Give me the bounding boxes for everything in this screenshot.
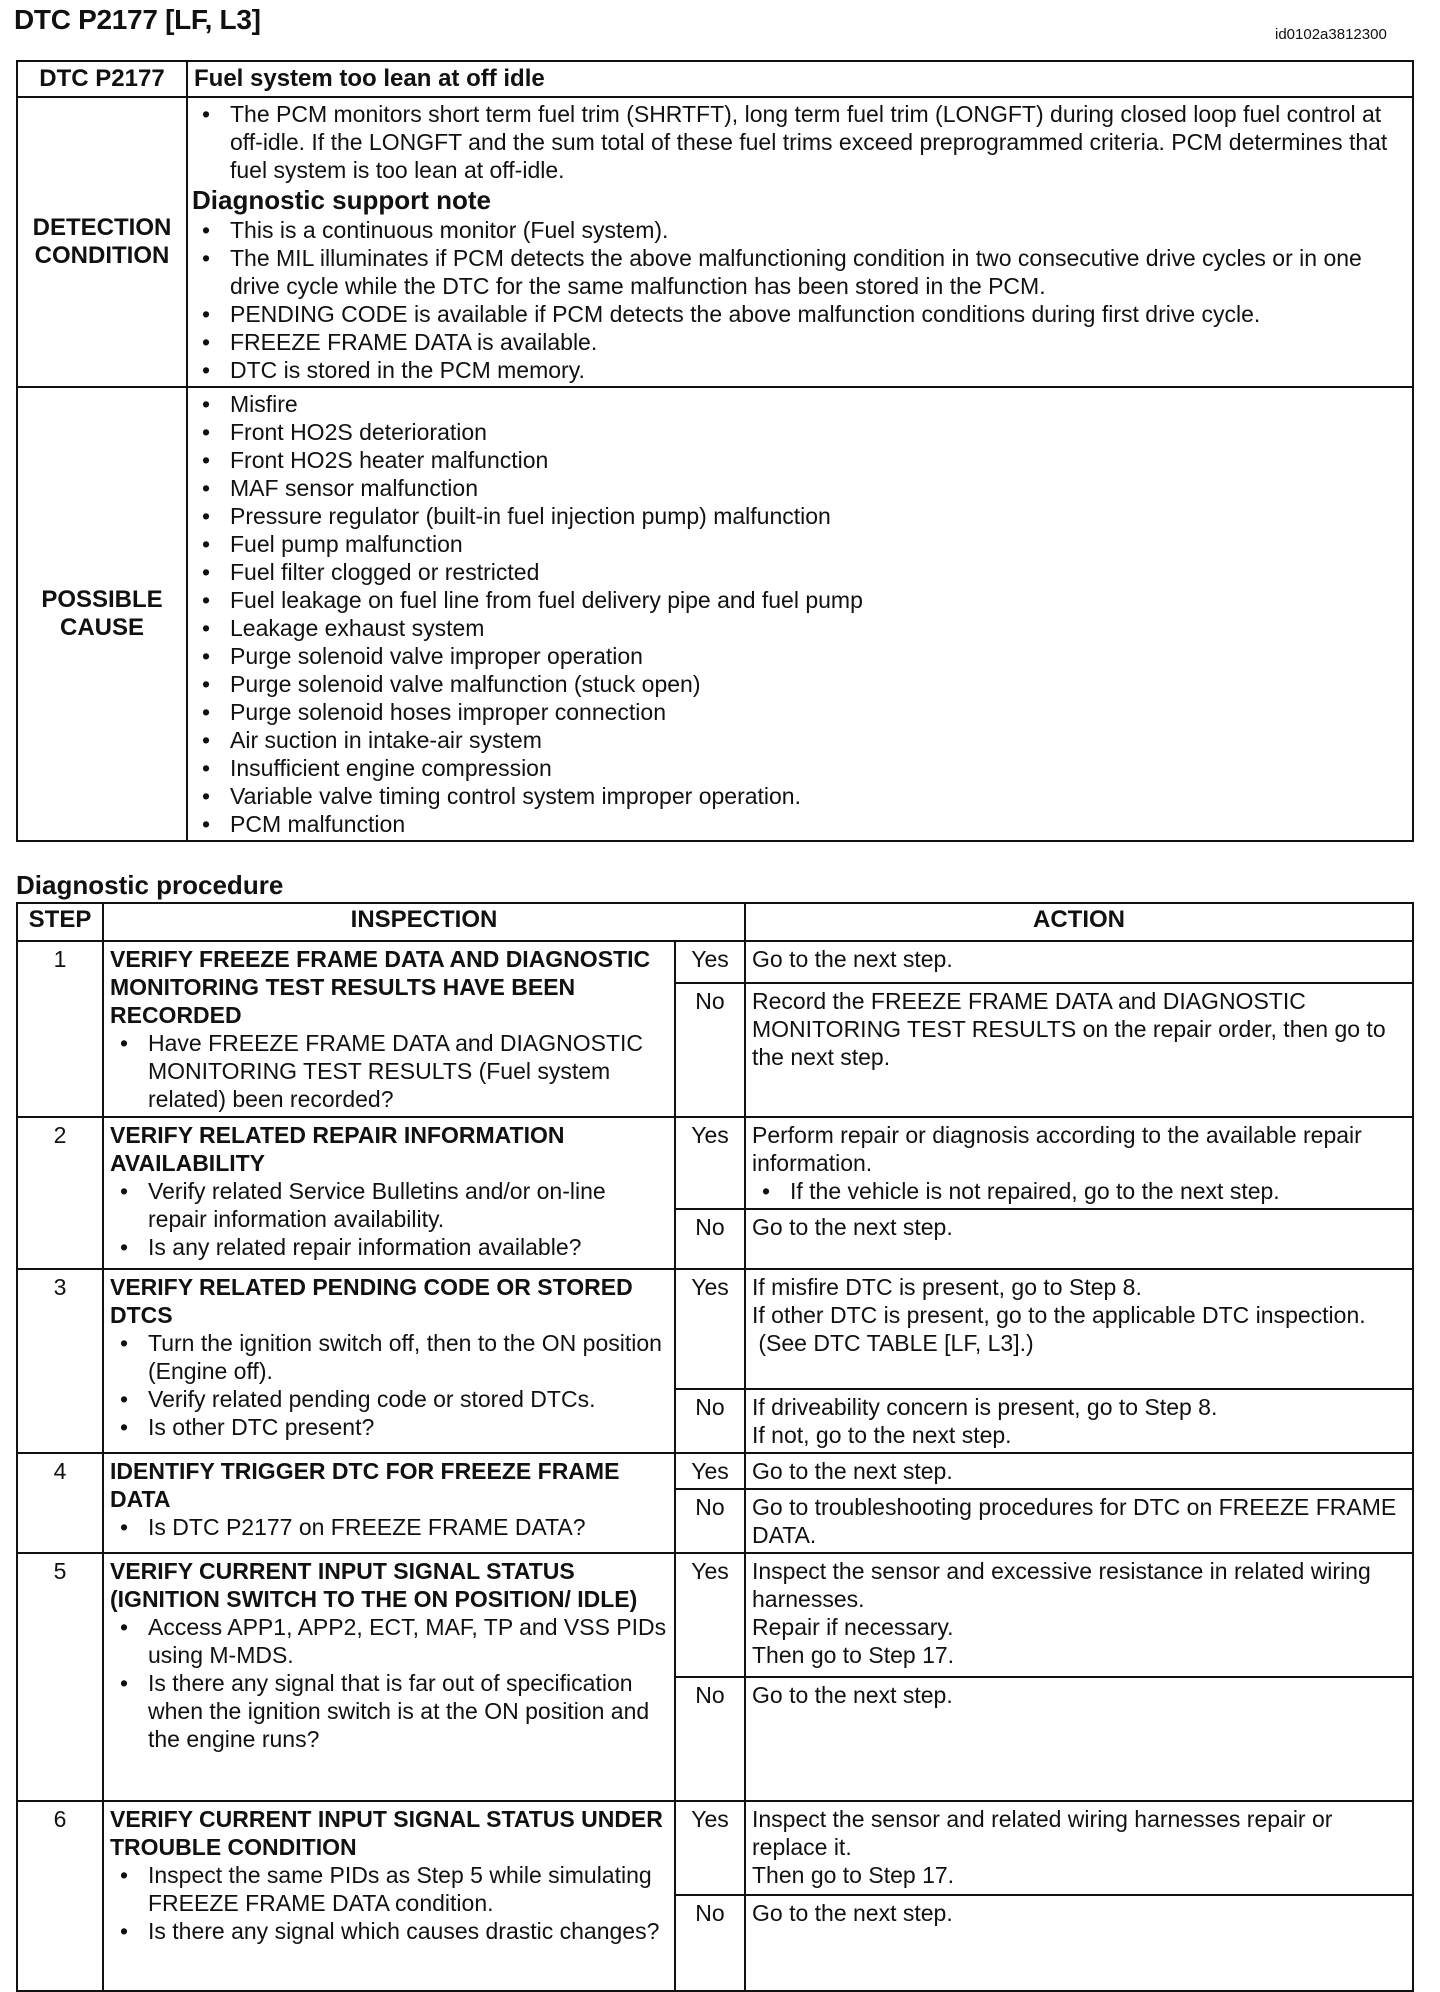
yes-label: Yes [675,1801,745,1895]
support-notes-list [192,216,1406,384]
detection-condition-row [17,97,1413,387]
possible-cause-item: • Purge solenoid valve improper operation [192,642,1406,670]
step-bullet-item: • Is there any signal that is far out of specification when the ignition switch is at the ON position and the engine runs? [110,1669,668,1753]
possible-cause-item: • Pressure regulator (built-in fuel injection pump) malfunction [192,502,1406,530]
detection-intro-list [192,100,1406,184]
step-inspection [103,941,675,1117]
yes-label: Yes [675,1117,745,1209]
action-text: Then go to Step 17. [752,1862,955,1888]
action-text: Then go to Step 17. [752,1642,955,1668]
step-bullets [110,1613,668,1753]
step-inspection [103,1801,675,1991]
possible-cause-item: • Fuel pump malfunction [192,530,1406,558]
dtc-description-cell: Fuel system too lean at off idle [187,61,1413,97]
procedure-step-row [17,1453,1413,1489]
no-label: No [675,983,745,1117]
step-inspection [103,1269,675,1453]
yes-label: Yes [675,1269,745,1389]
inspection-column-header: INSPECTION [103,903,745,941]
no-action [745,1677,1413,1801]
possible-cause-item: • Fuel leakage on fuel line from fuel delivery pipe and fuel pump [192,586,1406,614]
step-bullets [110,1513,668,1541]
diagnostic-procedure-title: Diagnostic procedure [16,870,284,900]
step-number: 6 [17,1801,103,1991]
action-text: If not, go to the next step. [752,1422,1012,1448]
action-sub-item: • If the vehicle is not repaired, go to the next step. [752,1177,1406,1205]
step-bullets [110,1177,668,1261]
diagnostic-procedure-table [16,902,1414,1992]
step-bullet-item: • Verify related Service Bulletins and/or on-line repair information availability. [110,1177,668,1233]
procedure-step-row [17,1801,1413,1895]
dtc-info-table [16,60,1414,842]
possible-cause-item: • Misfire [192,390,1406,418]
possible-label-line-2: CAUSE [59,614,144,641]
step-bullet-item: • Is other DTC present? [110,1413,668,1441]
procedure-step-row [17,1269,1413,1389]
support-note-item: • FREEZE FRAME DATA is available. [192,328,1406,356]
action-text: Record the FREEZE FRAME DATA and DIAGNOSTIC MONITORING TEST RESULTS on the repair order, then go to the next step. [752,987,1386,1070]
step-number: 1 [17,941,103,1117]
possible-cause-item: • Front HO2S deterioration [192,418,1406,446]
action-text: (See DTC TABLE [LF, L3].) [752,1330,1034,1356]
action-text: Go to the next step. [752,1682,953,1708]
step-bullets [110,1861,668,1945]
possible-cause-item: • Purge solenoid hoses improper connection [192,698,1406,726]
no-action [745,983,1413,1117]
step-number: 2 [17,1117,103,1269]
yes-action [745,1269,1413,1389]
step-heading: VERIFY RELATED REPAIR INFORMATION AVAILABILITY [110,1122,565,1176]
action-column-header: ACTION [745,903,1413,941]
possible-label-line-1: POSSIBLE [41,586,163,613]
support-note-item: • DTC is stored in the PCM memory. [192,356,1406,384]
step-number: 4 [17,1453,103,1553]
no-action [745,1389,1413,1453]
possible-cause-item: • Variable valve timing control system improper operation. [192,782,1406,810]
no-label: No [675,1895,745,1991]
detection-condition-content [187,97,1413,387]
possible-cause-item: • PCM malfunction [192,810,1406,838]
yes-label: Yes [675,1553,745,1677]
possible-causes-list [192,390,1406,838]
no-action [745,1209,1413,1269]
possible-cause-item: • MAF sensor malfunction [192,474,1406,502]
support-note-item: • The MIL illuminates if PCM detects the above malfunctioning condition in two consecutive drive cycles or in one drive cycle while the DTC for the same malfunction has been stored in the PCM. [192,244,1406,300]
step-bullet-item: • Have FREEZE FRAME DATA and DIAGNOSTIC MONITORING TEST RESULTS (Fuel system related) been recorded? [110,1029,668,1113]
no-label: No [675,1677,745,1801]
action-sub-list [752,1177,1406,1205]
step-column-header: STEP [17,903,103,941]
support-note-title: Diagnostic support note [192,185,491,215]
possible-cause-row [17,387,1413,841]
step-bullets [110,1029,668,1113]
yes-action [745,1801,1413,1895]
possible-cause-item: • Front HO2S heater malfunction [192,446,1406,474]
no-action [745,1489,1413,1553]
dtc-code-cell: DTC P2177 [17,61,187,97]
document-id: id0102a3812300 [1275,26,1387,43]
possible-cause-item: • Fuel filter clogged or restricted [192,558,1406,586]
possible-cause-item: • Insufficient engine compression [192,754,1406,782]
step-bullet-item: • Is any related repair information available? [110,1233,668,1261]
possible-cause-content [187,387,1413,841]
step-bullet-item: • Access APP1, APP2, ECT, MAF, TP and VSS PIDs using M-MDS. [110,1613,668,1669]
action-text: Go to troubleshooting procedures for DTC on FREEZE FRAME DATA. [752,1494,1397,1548]
possible-cause-item: • Air suction in intake-air system [192,726,1406,754]
action-text: If driveability concern is present, go to Step 8. [752,1394,1218,1420]
step-number: 3 [17,1269,103,1453]
step-heading: VERIFY CURRENT INPUT SIGNAL STATUS UNDER TROUBLE CONDITION [110,1806,663,1860]
no-label: No [675,1389,745,1453]
action-text: If other DTC is present, go to the applicable DTC inspection. [752,1302,1366,1328]
step-number: 5 [17,1553,103,1801]
step-inspection [103,1553,675,1801]
procedure-step-row [17,1117,1413,1209]
procedure-header-row [17,903,1413,941]
yes-label: Yes [675,1453,745,1489]
step-heading: VERIFY FREEZE FRAME DATA AND DIAGNOSTIC MONITORING TEST RESULTS HAVE BEEN RECORDED [110,946,651,1028]
yes-action [745,1453,1413,1489]
action-text: Perform repair or diagnosis according to the available repair information. [752,1122,1369,1176]
step-bullet-item: • Is there any signal which causes drastic changes? [110,1917,668,1945]
action-text: Go to the next step. [752,1458,953,1484]
yes-label: Yes [675,941,745,983]
no-label: No [675,1489,745,1553]
procedure-step-row [17,1553,1413,1677]
detection-intro: • The PCM monitors short term fuel trim (SHRTFT), long term fuel trim (LONGFT) during closed loop fuel control at off-idle. If the LONGFT and the sum total of these fuel trims exceed preprogrammed criteria. PCM determines that fuel system is too lean at off-idle. [192,100,1406,184]
action-text: Go to the next step. [752,946,953,972]
no-action [745,1895,1413,1991]
possible-cause-item: • Leakage exhaust system [192,614,1406,642]
detection-label-line-2: CONDITION [34,242,170,269]
procedure-body [17,941,1413,1991]
step-bullet-item: • Is DTC P2177 on FREEZE FRAME DATA? [110,1513,668,1541]
step-bullet-item: • Verify related pending code or stored DTCs. [110,1385,668,1413]
action-text: Inspect the sensor and excessive resistance in related wiring harnesses. [752,1558,1378,1612]
page-title: DTC P2177 [LF, L3] [14,4,261,35]
action-text: Inspect the sensor and related wiring harnesses repair or replace it. [752,1806,1339,1860]
dtc-header-row [17,61,1413,97]
procedure-step-row [17,941,1413,983]
step-bullets [110,1329,668,1441]
step-bullet-item: • Inspect the same PIDs as Step 5 while simulating FREEZE FRAME DATA condition. [110,1861,668,1917]
yes-action [745,941,1413,983]
step-inspection [103,1453,675,1553]
possible-cause-item: • Purge solenoid valve malfunction (stuck open) [192,670,1406,698]
possible-cause-label [17,387,187,841]
support-note-item: • PENDING CODE is available if PCM detects the above malfunction conditions during first drive cycle. [192,300,1406,328]
action-text: If misfire DTC is present, go to Step 8. [752,1274,1142,1300]
action-text: Repair if necessary. [752,1614,954,1640]
yes-action [745,1553,1413,1677]
step-inspection [103,1117,675,1269]
yes-action [745,1117,1413,1209]
step-heading: VERIFY RELATED PENDING CODE OR STORED DTCS [110,1274,633,1328]
no-label: No [675,1209,745,1269]
detection-condition-label [17,97,187,387]
support-note-item: • This is a continuous monitor (Fuel system). [192,216,1406,244]
action-text: Go to the next step. [752,1900,953,1926]
step-heading: IDENTIFY TRIGGER DTC FOR FREEZE FRAME DATA [110,1458,620,1512]
step-heading: VERIFY CURRENT INPUT SIGNAL STATUS (IGNITION SWITCH TO THE ON POSITION/ IDLE) [110,1558,638,1612]
action-text: Go to the next step. [752,1214,953,1240]
step-bullet-item: • Turn the ignition switch off, then to the ON position (Engine off). [110,1329,668,1385]
detection-label-line-1: DETECTION [32,214,172,241]
